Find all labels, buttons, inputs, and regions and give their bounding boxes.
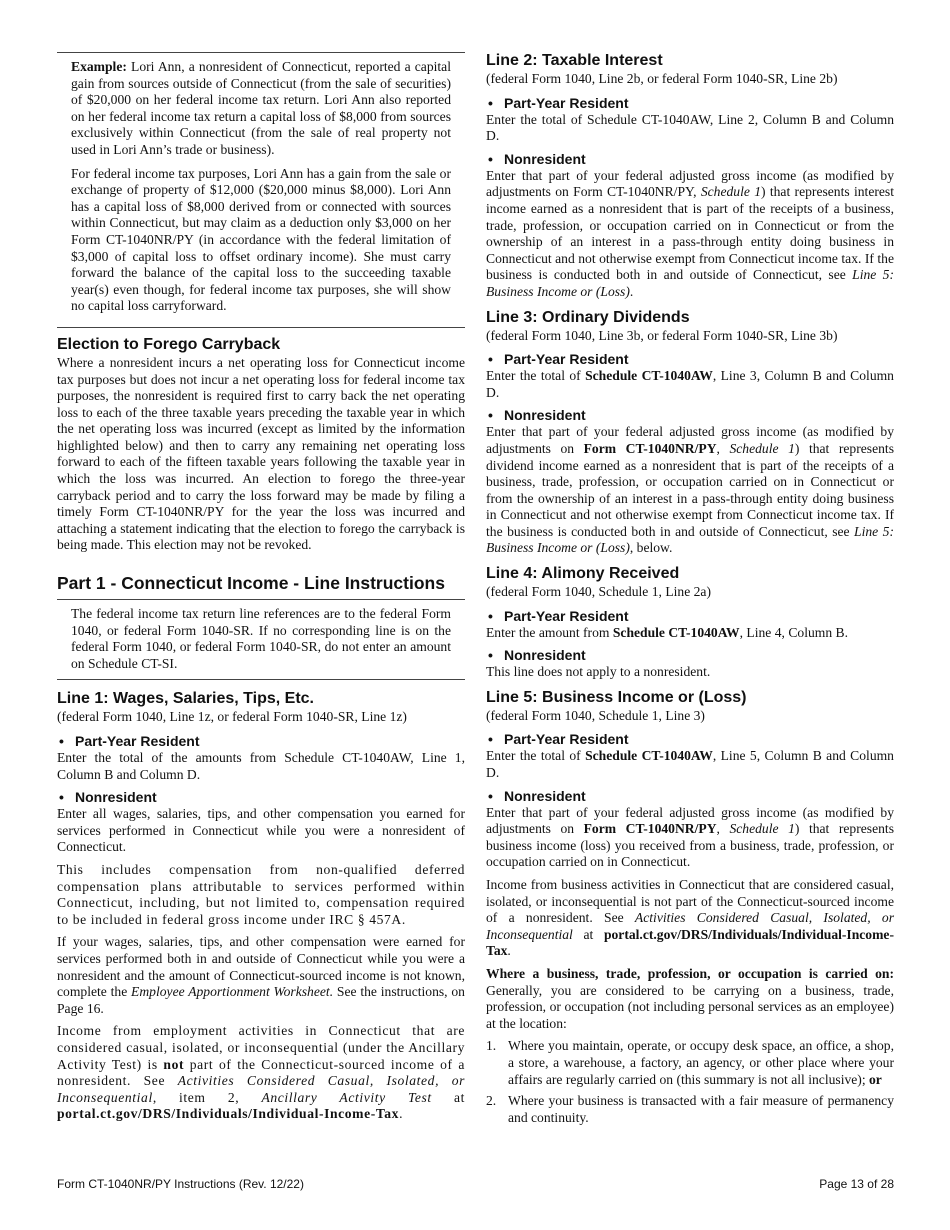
line5-py-bold: Schedule CT-1040AW <box>585 748 713 764</box>
line3-nr-bold: Form CT-1040NR/PY <box>583 440 717 456</box>
line5-heading: Line 5: Business Income or (Loss) <box>486 688 747 706</box>
line3-py-a: Enter the total of <box>486 368 586 384</box>
line4-nr-heading <box>486 647 894 663</box>
line5-nr-heading <box>486 788 894 804</box>
bullet-icon: • <box>59 789 64 806</box>
line3-py-body <box>486 368 894 401</box>
line5-p3-body: Generally, you are considered to be carrying on a business, trade, profession, or occupation (not including personal services as an employee) at the location: <box>486 982 894 1031</box>
list-item <box>486 1093 894 1126</box>
line2-nr-body <box>486 168 894 301</box>
list-text <box>508 1038 894 1088</box>
line3-nr-d: , below. <box>629 540 673 556</box>
line4-py-heading <box>486 608 894 624</box>
line1-py-heading <box>57 733 465 749</box>
line3-nr-a: Enter that part of your federal adjusted gross income (as modified by adjustments on <box>486 424 894 456</box>
line5-nr-ital: Schedule 1 <box>729 821 795 837</box>
line1-nr-label: Nonresident <box>75 789 157 806</box>
line5-nr-body <box>486 805 894 871</box>
list-item <box>486 1038 894 1088</box>
portal-link[interactable]: portal.ct.gov/DRS/Individuals/Individual-Income-Tax <box>486 926 894 959</box>
line2-nr-b: ) that represents interest income earned as a nonresident that is part of the receipts of a business, trade, profession, or occupation carried on in Connecticut or from the ownership of an interest in a pass-through entity doing business in Connecticut and not otherwise exempt from Connecticut income tax. If the business is conducted both in and outside of Connecticut, see <box>486 184 894 283</box>
line5-p2-c: . <box>507 943 511 959</box>
line2-py-heading <box>486 95 894 111</box>
line2-nr-c: . <box>629 283 634 299</box>
line1-nr-p3 <box>57 934 465 1017</box>
line3-ref: (federal Form 1040, Line 3b, or federal Form 1040-SR, Line 3b) <box>486 327 838 343</box>
line1-nr-p4-ital2: Ancillary Activity Test <box>261 1089 432 1105</box>
list-text-bold: or <box>869 1071 882 1087</box>
line1-nr-p3-a: If your wages, salaries, tips, and other compensation were earned for services performed both in and outside of Connecticut while you were a nonresident and the amount of Connecticut-sourced income is not known, complete the <box>57 934 465 1000</box>
line2-py-label: Part-Year Resident <box>504 94 629 111</box>
line3-py-heading <box>486 351 894 367</box>
portal-link[interactable]: portal.ct.gov/DRS/Individuals/Individual-Income-Tax <box>57 1106 400 1122</box>
part1-heading: Part 1 - Connecticut Income - Line Instructions <box>57 573 445 594</box>
example-paragraph-1 <box>71 59 451 159</box>
line3-py-label: Part-Year Resident <box>504 351 629 368</box>
line4-py-b: , Line 4, Column B. <box>739 624 848 640</box>
example-paragraph-2: For federal income tax purposes, Lori Ann has a gain from the sale or exchange of property of $12,000 ($20,000 minus $8,000). Lori Ann has a capital loss of $8,000 derived from or connected with sources within Connecticut, but may claim as a deduction only $3,000 on her Form CT-1040NR/PY (in accordance with the federal limitation of $3,000 of capital loss to offset ordinary income). She must carry forward the balance of the capital loss to the succeeding taxable year(s) even though, for federal income tax purposes, she will show no capital loss carryforward. <box>71 165 451 314</box>
line5-py-b: , Line 5, Column B and Column D. <box>486 748 894 781</box>
part1-note-box <box>57 599 465 680</box>
list-number: 2. <box>486 1093 497 1109</box>
line1-nr-p4-e: . <box>399 1106 404 1122</box>
line1-nr-p4-c: , item 2, <box>152 1089 262 1105</box>
bullet-icon: • <box>488 150 493 167</box>
line1-nr-p3-ital: Employee Apportionment Worksheet. <box>131 984 334 1000</box>
election-heading: Election to Forego Carryback <box>57 335 281 353</box>
footer-page-number: Page 13 of 28 <box>819 1177 894 1191</box>
line2-py-body: Enter the total of Schedule CT-1040AW, Line 2, Column B and Column D. <box>486 111 894 144</box>
line1-nr-p1: Enter all wages, salaries, tips, and other compensation you earned for services performed in Connecticut while you were a nonresident of Connecticut. <box>57 806 465 855</box>
line2-nr-heading <box>486 151 894 167</box>
line1-nr-p3-b: See the instructions, on Page 16. <box>57 984 465 1016</box>
list-number: 1. <box>486 1038 497 1054</box>
right-column <box>486 52 894 1131</box>
line1-nr-p4-ital1: Activities Considered Casual, Isolated, or Inconsequential <box>57 1073 465 1105</box>
footer-form-id: Form CT-1040NR/PY Instructions (Rev. 12/22) <box>57 1177 304 1191</box>
line5-ref: (federal Form 1040, Schedule 1, Line 3) <box>486 707 705 723</box>
line1-py-label: Part-Year Resident <box>75 733 200 749</box>
line2-nr-ital2: Line 5: Business Income or (Loss) <box>486 267 895 299</box>
line3-heading: Line 3: Ordinary Dividends <box>486 308 690 326</box>
line2-nr-ital1: Schedule 1 <box>700 184 761 200</box>
line3-nr-ital2: Line 5: Business Income or (Loss) <box>486 523 894 556</box>
list-text-body: Where your business is transacted with a fair measure of permanency and continuity. <box>508 1093 894 1125</box>
example-lead: Example: <box>71 59 127 74</box>
line2-heading: Line 2: Taxable Interest <box>486 52 663 69</box>
line4-py-a: Enter the amount from <box>486 624 613 640</box>
election-body: Where a nonresident incurs a net operating loss for Connecticut income tax purposes but does not incur a net operating loss for federal income tax purposes, the nonresident is required first to carry back the net operating loss to each of the three taxable years preceding the taxable year in which the net operating loss was incurred (except as limited by the information highlighted below) and then to carry any remaining net operating loss forward to each of the fifteen taxable years following the taxable year in which the loss was incurred. An election to forego the three-year carryback period and to carry the loss forward may be made by filing a timely Form CT-1040NR/PY for the year the loss was incurred and attaching a statement indicating that the election to forego the carryback is being made. This election may not be revoked. <box>57 354 465 553</box>
line5-py-a: Enter the total of <box>486 748 586 764</box>
line3-nr-heading <box>486 407 894 423</box>
line1-nr-p2 <box>57 862 465 928</box>
line4-py-body <box>486 625 894 642</box>
line5-py-heading <box>486 731 894 747</box>
bullet-icon: • <box>488 94 493 111</box>
line4-nr-body: This line does not apply to a nonresident. <box>486 664 711 680</box>
line5-nr-b: , <box>716 821 730 837</box>
line1-nr-p4-bold: not <box>163 1056 185 1072</box>
line2-nr-label: Nonresident <box>504 150 586 167</box>
bullet-icon: • <box>59 733 64 749</box>
line4-py-label: Part-Year Resident <box>504 607 629 624</box>
bullet-icon: • <box>488 787 493 804</box>
line3-py-bold: Schedule CT-1040AW <box>585 368 713 384</box>
line1-nr-heading <box>57 789 465 805</box>
line1-nr-p4 <box>57 1023 465 1123</box>
bullet-icon: • <box>488 351 493 368</box>
line5-nr-a: Enter that part of your federal adjusted gross income (as modified by adjustments on <box>486 804 894 837</box>
line1-nr-p2-text: This includes compensation from non-qualified deferred compensation plans attributable to services performed within Connecticut, including, but not limited to, compensation required to be included in federal gross income under IRC § 457A. <box>57 861 465 927</box>
line5-p3-bold: Where a business, trade, profession, or occupation is carried on: <box>486 965 894 981</box>
line3-nr-c: ) that represents dividend income earned as a nonresident that is part of the receipts of a business, trade, profession, or occupation carried on in Connecticut or from the ownership of an interest in a pass-through entity doing business in Connecticut and not otherwise exempt from Connecticut income tax. If the business is conducted both in and outside of Connecticut, see <box>486 440 894 539</box>
line4-py-bold: Schedule CT-1040AW <box>612 624 740 640</box>
line3-nr-b: , <box>716 440 730 456</box>
line1-nr-p4-a: Income from employment activities in Connecticut that are considered casual, isolated, or inconsequential (under the Ancillary Activity Test) is <box>57 1023 465 1072</box>
line5-p2 <box>486 877 894 960</box>
bullet-icon: • <box>488 407 493 424</box>
line2-ref: (federal Form 1040, Line 2b, or federal Form 1040-SR, Line 2b) <box>486 71 838 86</box>
line4-ref: (federal Form 1040, Schedule 1, Line 2a) <box>486 584 711 600</box>
line1-nr-p4-b: part of the Connecticut-sourced income of a nonresident. See <box>57 1056 465 1089</box>
line5-nr-c: ) that represents business income (loss) you received from a business, trade, profession, or occupation carried on in Connecticut. <box>486 821 894 870</box>
part1-note: The federal income tax return line references are to the federal Form 1040, or federal Form 1040-SR. If no corresponding line is on the federal Form 1040, or federal Form 1040-SR, do not enter an amount on Schedule CT-SI. <box>71 606 451 671</box>
line4-nr-label: Nonresident <box>504 647 586 664</box>
line5-p2-a: Income from business activities in Connecticut that are considered casual, isolated, or inconsequential is not part of the Connecticut-sourced income of a nonresident. See <box>486 877 894 926</box>
line3-nr-body <box>486 424 894 557</box>
example-text-1: Lori Ann, a nonresident of Connecticut, reported a capital gain from sources outside of Connecticut (from the sale of securities) of $20,000 on her federal income tax return. Lori Ann also reported on her federal income tax return a capital loss of $8,000 from sources exclusively within Connecticut (from the sale of real property not used in Lori Ann’s trade or business). <box>71 59 451 157</box>
line2-nr-a: Enter that part of your federal adjusted gross income (as modified by adjustments on Form CT-1040NR/PY, <box>486 167 894 200</box>
list-text-body: Where you maintain, operate, or occupy desk space, an office, a shop, a store, a warehouse, a factory, an agency, or other place where your affairs are regularly carried on (this summary is not all inclusive); <box>508 1038 894 1087</box>
left-column <box>57 52 465 1129</box>
line5-py-label: Part-Year Resident <box>504 731 629 748</box>
bullet-icon: • <box>488 647 493 664</box>
example-box <box>57 52 465 328</box>
line5-p2-ital: Activities Considered Casual, Isolated, or Inconsequential <box>486 910 894 942</box>
line1-ref: (federal Form 1040, Line 1z, or federal Form 1040-SR, Line 1z) <box>57 709 407 725</box>
line5-py-body <box>486 748 894 781</box>
line5-p3 <box>486 966 894 1032</box>
bullet-icon: • <box>488 607 493 624</box>
bullet-icon: • <box>488 731 493 748</box>
location-list <box>486 1038 894 1126</box>
line3-py-b: , Line 3, Column B and Column D. <box>486 368 894 400</box>
line5-nr-bold: Form CT-1040NR/PY <box>583 821 717 837</box>
line3-nr-label: Nonresident <box>504 407 586 424</box>
line1-heading: Line 1: Wages, Salaries, Tips, Etc. <box>57 690 314 708</box>
line3-nr-ital1: Schedule 1 <box>729 440 795 456</box>
line5-nr-label: Nonresident <box>504 787 586 804</box>
line4-heading: Line 4: Alimony Received <box>486 565 680 583</box>
line1-nr-p4-d: at <box>431 1089 465 1105</box>
line5-p2-b: at <box>572 926 604 942</box>
list-text <box>508 1093 894 1126</box>
line1-py-body: Enter the total of the amounts from Schedule CT-1040AW, Line 1, Column B and Column D. <box>57 750 465 782</box>
